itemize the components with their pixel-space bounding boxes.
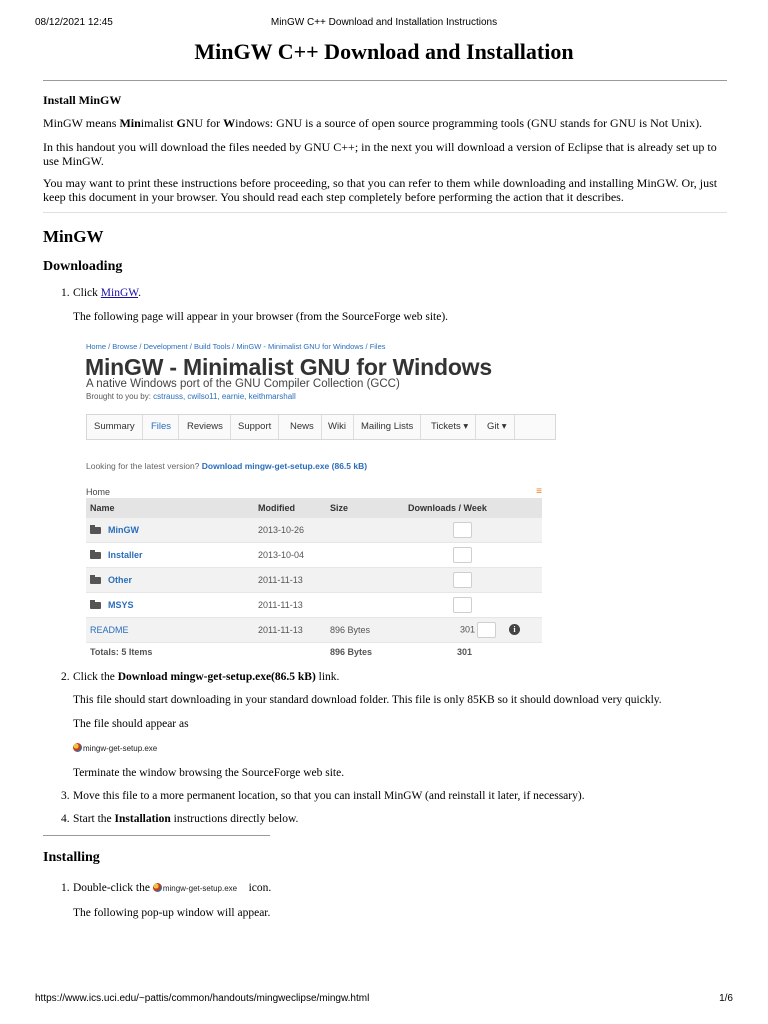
col-modified: Modified bbox=[254, 498, 326, 518]
install-step1-follow: The following pop-up window will appear. bbox=[73, 907, 271, 919]
tab-git: Git ▾ bbox=[480, 415, 515, 439]
install-heading: Install MinGW bbox=[43, 93, 122, 107]
step-number: 1. bbox=[61, 882, 70, 894]
row-name: Installer bbox=[86, 543, 254, 568]
step2-text: Click the Download mingw-get-setup.exe(86.5 kB) link. bbox=[73, 671, 340, 683]
step2-line2: The file should appear as bbox=[73, 718, 189, 730]
table-row bbox=[86, 518, 542, 543]
files-table bbox=[86, 498, 542, 661]
totals-downloads: 301 bbox=[404, 643, 542, 662]
row-name: MSYS bbox=[86, 593, 254, 618]
page-title: MinGW C++ Download and Installation bbox=[194, 39, 574, 64]
row-downloads bbox=[404, 543, 542, 568]
download-setup-link: Download mingw-get-setup.exe (86.5 kB) bbox=[201, 461, 368, 471]
handout-paragraph: In this handout you will download the files needed by GNU C++; in the next you will download a version of Eclipse that is already set up to use MinGW. bbox=[43, 140, 717, 168]
print-advice-paragraph: You may want to print these instructions before proceeding, so that you can refer to them while downloading and installing MinGW. Or, just keep this document in your browser. You should read each step completely before performing the action that it describes. bbox=[43, 176, 718, 204]
title-divider bbox=[43, 80, 727, 81]
print-title: MinGW C++ Download and Installation Instructions bbox=[270, 17, 498, 28]
downloads-sparkline-box bbox=[477, 622, 496, 638]
table-row bbox=[86, 618, 542, 643]
tab-tickets: Tickets ▾ bbox=[424, 415, 476, 439]
tab-mailing-lists: Mailing Lists bbox=[354, 415, 421, 439]
short-divider bbox=[43, 835, 270, 836]
row-downloads: 301 i bbox=[404, 618, 542, 643]
project-tabs bbox=[86, 414, 556, 440]
row-size bbox=[326, 518, 404, 543]
step-number: 3. bbox=[61, 790, 70, 802]
step2-line3: Terminate the window browsing the SourceForge web site. bbox=[73, 767, 345, 779]
table-row bbox=[86, 568, 542, 593]
mingw-heading: MinGW bbox=[43, 227, 104, 246]
project-subtitle: A native Windows port of the GNU Compiler Collection (GCC) bbox=[86, 378, 400, 390]
page-url: https://www.ics.uci.edu/~pattis/common/handouts/mingweclipse/mingw.html bbox=[35, 993, 370, 1004]
install-step1-text: Double-click the mingw-get-setup.exe icon. bbox=[73, 882, 272, 894]
table-row bbox=[86, 543, 542, 568]
mingw-link[interactable]: MinGW bbox=[100, 287, 139, 299]
downloads-sparkline-box bbox=[453, 597, 472, 613]
project-title: MinGW - Minimalist GNU for Windows bbox=[85, 354, 492, 380]
downloads-sparkline-box bbox=[453, 572, 472, 588]
row-name: Other bbox=[86, 568, 254, 593]
step1-text: Click MinGW. bbox=[73, 287, 141, 299]
tab-summary: Summary bbox=[87, 415, 143, 439]
print-header bbox=[35, 17, 733, 31]
tab-reviews: Reviews bbox=[180, 415, 231, 439]
info-icon: i bbox=[509, 624, 520, 635]
folder-icon bbox=[90, 602, 101, 609]
folder-icon bbox=[90, 527, 101, 534]
downloads-sparkline-box bbox=[453, 547, 472, 563]
row-downloads bbox=[404, 518, 542, 543]
row-modified: 2013-10-26 bbox=[254, 518, 326, 543]
row-size: 896 Bytes bbox=[326, 618, 404, 643]
table-row bbox=[86, 593, 542, 618]
col-downloads: Downloads / Week bbox=[404, 498, 542, 518]
row-modified: 2011-11-13 bbox=[254, 568, 326, 593]
row-modified: 2011-11-13 bbox=[254, 618, 326, 643]
files-home-label: Home bbox=[86, 487, 111, 497]
print-footer bbox=[35, 993, 733, 1007]
intro-paragraph: MinGW means Minimalist GNU for Windows: GNU is a source of open source programming tools (GNU stands for GNU is Not Unix). bbox=[43, 116, 703, 130]
rss-icon: ≡ bbox=[536, 486, 542, 497]
setup-exe-icon bbox=[153, 883, 162, 892]
step-number: 4. bbox=[61, 813, 70, 825]
totals-size: 896 Bytes bbox=[326, 643, 404, 662]
row-size bbox=[326, 568, 404, 593]
totals-label: Totals: 5 Items bbox=[86, 643, 254, 662]
latest-version-notice: Looking for the latest version? Download mingw-get-setup.exe (86.5 kB) bbox=[86, 461, 368, 471]
print-date: 08/12/2021 12:45 bbox=[35, 17, 113, 28]
folder-icon bbox=[90, 577, 101, 584]
step4-text: Start the Installation instructions directly below. bbox=[73, 813, 299, 825]
row-size bbox=[326, 593, 404, 618]
row-modified: 2013-10-04 bbox=[254, 543, 326, 568]
row-modified: 2011-11-13 bbox=[254, 593, 326, 618]
step-number: 2. bbox=[61, 671, 70, 683]
setup-exe-icon bbox=[73, 743, 82, 752]
downloads-sparkline-box bbox=[453, 522, 472, 538]
section-divider bbox=[43, 212, 727, 213]
breadcrumb: Home / Browse / Development / Build Tools / MinGW - Minimalist GNU for Windows / Files bbox=[86, 342, 386, 351]
tab-support: Support bbox=[231, 415, 279, 439]
col-size: Size bbox=[326, 498, 404, 518]
tab-files: Files bbox=[144, 415, 179, 439]
tab-news: News bbox=[283, 415, 322, 439]
row-name: README bbox=[86, 618, 254, 643]
step1-follow-text: The following page will appear in your browser (from the SourceForge web site). bbox=[73, 311, 449, 323]
row-name: MinGW bbox=[86, 518, 254, 543]
step3-text: Move this file to a more permanent location, so that you can install MinGW (and reinstall it later, if necessary). bbox=[73, 790, 585, 802]
downloading-heading: Downloading bbox=[43, 259, 123, 274]
step-number: 1. bbox=[61, 287, 70, 299]
installing-heading: Installing bbox=[43, 850, 100, 865]
folder-icon bbox=[90, 552, 101, 559]
setup-file-sample: mingw-get-setup.exe bbox=[73, 741, 733, 756]
maintainers: Brought to you by: cstrauss, cwilso11, earnie, keithmarshall bbox=[86, 392, 296, 401]
sourceforge-screenshot bbox=[86, 340, 556, 662]
row-downloads bbox=[404, 568, 542, 593]
tab-wiki: Wiki bbox=[321, 415, 354, 439]
files-table-header bbox=[86, 498, 542, 518]
page-number: 1/6 bbox=[719, 993, 733, 1004]
step2-line1: This file should start downloading in your standard download folder. This file is only 85KB so it should download very quickly. bbox=[73, 694, 662, 706]
row-downloads bbox=[404, 593, 542, 618]
col-name: Name bbox=[86, 498, 254, 518]
row-size bbox=[326, 543, 404, 568]
totals-row bbox=[86, 643, 542, 662]
